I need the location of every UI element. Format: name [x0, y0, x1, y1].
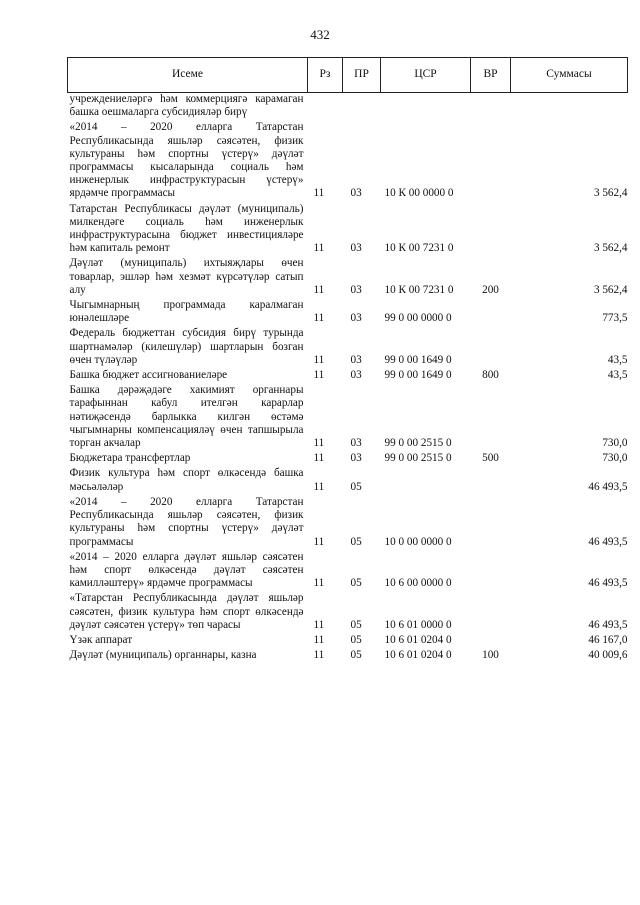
table-row [68, 634, 628, 649]
cell-csr: 99 0 00 1649 0 [384, 353, 452, 366]
cell-rz: 11 [313, 312, 325, 325]
cell-rz: 11 [313, 187, 325, 200]
cell-vr [471, 327, 511, 369]
cell-name: Башка бюджет ассигнованиеләре [69, 369, 228, 382]
budget-table [67, 57, 628, 664]
cell-pr: 03 [350, 452, 362, 465]
cell-name: Дәүләт (муниципаль) ихтыяҗлары өчен товарлар, эшләр һәм хезмәт күрсәтүләр сатып алу [69, 257, 304, 296]
cell-name: Татарстан Республикасы дәүләт (муниципаль) милкендәге социаль һәм инженерлык инфраструктурасына бюджет инвестицияләре һәм капиталь ремонт [69, 202, 304, 255]
table-row [68, 257, 628, 299]
cell-rz: 11 [313, 437, 325, 450]
cell-name: Дәүләт (муниципаль) органнары, казна [69, 649, 257, 662]
cell-pr: 03 [350, 353, 362, 366]
cell-sum: 43,5 [607, 369, 628, 382]
cell-sum: 40 009,6 [588, 649, 628, 662]
cell-sum: 3 562,4 [593, 283, 628, 296]
cell-csr: 99 0 00 1649 0 [384, 369, 452, 382]
cell-pr: 05 [350, 649, 362, 662]
cell-vr [471, 299, 511, 327]
cell-csr: 10 0 00 0000 0 [384, 535, 452, 548]
cell-csr: 99 0 00 2515 0 [384, 452, 452, 465]
column-header-vr: ВР [471, 58, 511, 93]
cell-csr [381, 93, 471, 122]
cell-vr [471, 121, 511, 202]
cell-rz: 11 [313, 480, 325, 493]
cell-csr: 99 0 00 0000 0 [384, 312, 452, 325]
cell-pr: 03 [350, 283, 362, 296]
table-row [68, 452, 628, 467]
cell-csr: 10 6 01 0204 0 [384, 633, 452, 646]
cell-sum: 46 493,5 [588, 618, 628, 631]
cell-rz: 11 [313, 649, 325, 662]
cell-pr: 05 [350, 577, 362, 590]
cell-rz: 11 [313, 369, 325, 382]
column-header-name: Исеме [68, 58, 308, 93]
table-row [68, 203, 628, 258]
cell-pr: 03 [350, 187, 362, 200]
cell-rz: 11 [313, 353, 325, 366]
cell-csr [381, 467, 471, 495]
table-row [68, 649, 628, 664]
cell-name: учреждениеләргә һәм коммерциягә карамаган башка оешмаларга субсидияләр бирү [69, 93, 304, 119]
cell-vr: 200 [482, 283, 499, 296]
cell-pr: 05 [350, 633, 362, 646]
cell-csr: 10 6 00 0000 0 [384, 577, 452, 590]
cell-csr: 10 К 00 7231 0 [384, 283, 454, 296]
cell-csr: 10 6 01 0000 0 [384, 618, 452, 631]
cell-rz: 11 [313, 452, 325, 465]
cell-sum [511, 93, 628, 122]
cell-pr: 03 [350, 242, 362, 255]
cell-rz: 11 [313, 577, 325, 590]
cell-name: «2014 – 2020 елларга Татарстан Республикасында яшьләр сәясәтен, физик культураны һәм спортны үстерү» дәүләт программасы кысаларында социаль һәм инженерлык инфраструктурасын үстерү» ярдәмче программасы [69, 121, 304, 200]
table-row [68, 384, 628, 452]
cell-name: Башка дәрәҗәдәге хакимият органнары тарафыннан кабул ителгән карарлар нәтиҗәсендә барлыкка килгән өстәмә чыгымнарны компенсацияләү өчен тапшырыла торган акчалар [69, 384, 304, 450]
cell-vr [471, 551, 511, 593]
cell-sum: 730,0 [602, 437, 628, 450]
cell-sum: 3 562,4 [593, 242, 628, 255]
table-row [68, 327, 628, 369]
cell-name: Физик культура һәм спорт өлкәсендә башка мәсьәләләр [69, 467, 304, 493]
cell-sum: 46 167,0 [588, 633, 628, 646]
cell-name: «Татарстан Республикасында дәүләт яшьләр сәясәтен, физик культура һәм спорт өлкәсендә дәүләт сәясәтен үстерү» төп чарасы [69, 592, 304, 631]
column-header-rz: Рз [308, 58, 343, 93]
cell-rz: 11 [313, 618, 325, 631]
cell-name: Федераль бюджеттан субсидия бирү турында шартнамәләр (килешүләр) шартларын бозган өчен түләүләр [69, 327, 304, 366]
cell-sum: 46 493,5 [588, 535, 628, 548]
cell-vr: 500 [482, 452, 499, 465]
table-row [68, 551, 628, 593]
cell-vr [471, 496, 511, 551]
table-body [68, 93, 628, 665]
cell-name: Үзәк аппарат [69, 633, 133, 646]
cell-rz: 11 [313, 242, 325, 255]
cell-name: «2014 – 2020 елларга Татарстан Республикасында яшьләр сәясәтен, физик культураны һәм спортны үстерү» дәүләт программасы [69, 495, 304, 548]
cell-vr: 100 [482, 649, 499, 662]
cell-vr [471, 592, 511, 634]
cell-pr: 03 [350, 437, 362, 450]
cell-rz: 11 [313, 633, 325, 646]
table-row [68, 299, 628, 327]
cell-csr: 10 6 01 0204 0 [384, 649, 452, 662]
cell-sum: 3 562,4 [593, 187, 628, 200]
table-row [68, 467, 628, 495]
cell-vr [471, 93, 511, 122]
cell-pr: 05 [350, 480, 362, 493]
cell-vr [471, 384, 511, 452]
cell-sum: 43,5 [607, 353, 628, 366]
cell-rz: 11 [313, 283, 325, 296]
cell-sum: 46 493,5 [588, 480, 628, 493]
cell-pr: 03 [350, 312, 362, 325]
column-header-csr: ЦСР [381, 58, 471, 93]
cell-name: «2014 – 2020 елларга дәүләт яшьләр сәясәтен һәм спорт өлкәсендә дәүләт сәясәтен камилләштерү» ярдәмче программасы [69, 550, 304, 590]
cell-sum: 46 493,5 [588, 577, 628, 590]
cell-vr [471, 203, 511, 258]
cell-name: Чыгымнарның программада каралмаган юнәлешләре [69, 299, 304, 325]
table-row [68, 592, 628, 634]
column-header-sum: Суммасы [511, 58, 628, 93]
cell-csr: 10 К 00 0000 0 [384, 187, 454, 200]
table-row [68, 496, 628, 551]
cell-sum: 773,5 [602, 312, 628, 325]
page-number: 432 [310, 27, 330, 42]
table-row [68, 121, 628, 202]
cell-vr [471, 634, 511, 649]
cell-name: Бюджетара трансфертлар [69, 452, 191, 465]
cell-csr: 99 0 00 2515 0 [384, 437, 452, 450]
cell-vr [471, 467, 511, 495]
cell-rz [308, 93, 343, 122]
table-row [68, 369, 628, 384]
cell-pr [343, 93, 381, 122]
cell-vr: 800 [482, 369, 499, 382]
cell-pr: 05 [350, 535, 362, 548]
cell-sum: 730,0 [602, 452, 628, 465]
cell-rz: 11 [313, 535, 325, 548]
column-header-pr: ПР [343, 58, 381, 93]
cell-csr: 10 К 00 7231 0 [384, 242, 454, 255]
cell-pr: 03 [350, 369, 362, 382]
table-header-row [68, 58, 628, 93]
table-row [68, 93, 628, 122]
cell-pr: 05 [350, 618, 362, 631]
